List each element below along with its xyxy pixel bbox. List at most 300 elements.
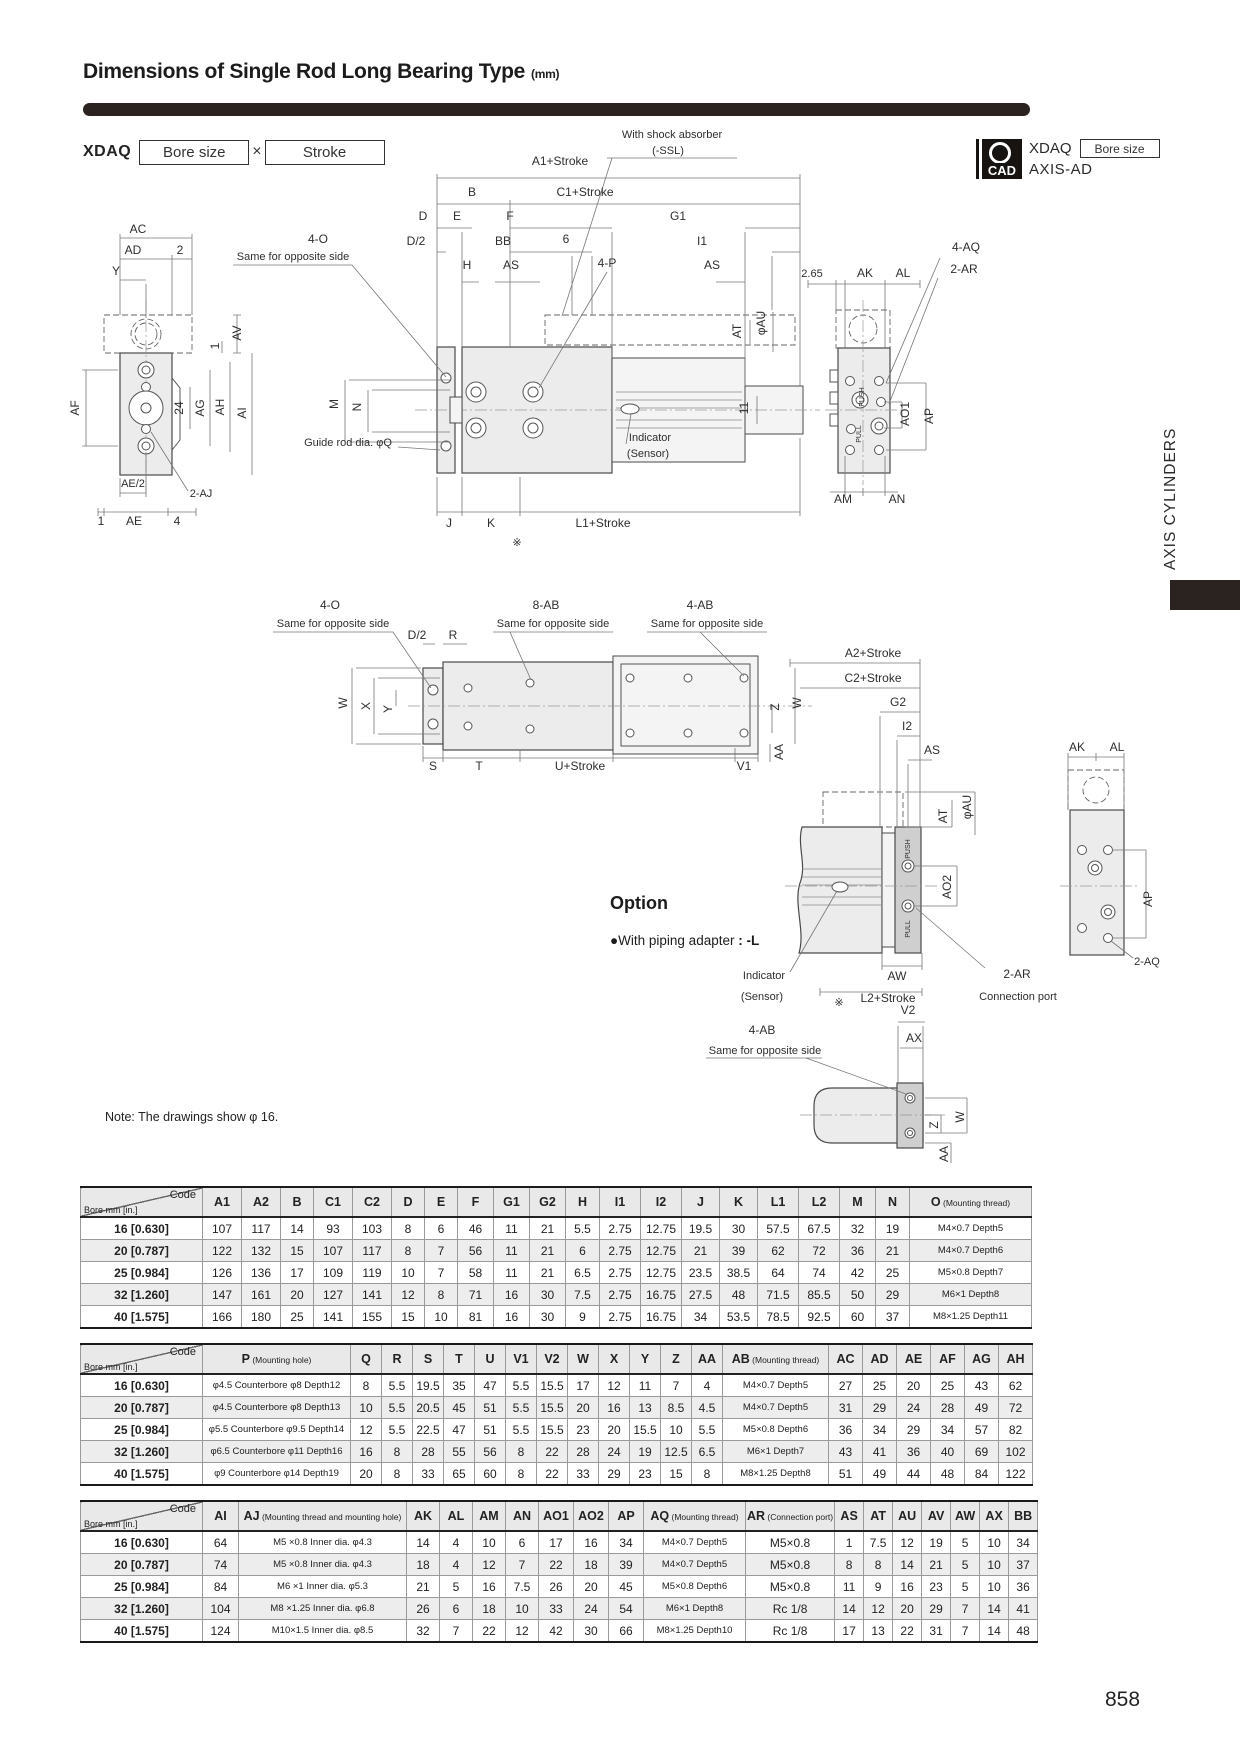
dim-label: D/2 <box>406 234 426 248</box>
dim-value: 16.75 <box>641 1306 682 1329</box>
column-header: AG <box>965 1344 999 1374</box>
dim-value: 18 <box>574 1554 609 1576</box>
dim-label: 4-O <box>307 232 329 246</box>
dim-value: 2.75 <box>600 1262 641 1284</box>
dim-value: 42 <box>539 1620 574 1643</box>
title-text: Dimensions of Single Rod Long Bearing Type <box>83 60 526 83</box>
dim-label: AO1 <box>898 401 912 427</box>
dim-label: Y <box>381 704 395 714</box>
dim-value: 25 <box>281 1306 314 1329</box>
dim-value: 21 <box>682 1240 720 1262</box>
dim-value: 117 <box>242 1217 281 1240</box>
dim-label: AF <box>68 400 82 416</box>
dim-value: 84 <box>965 1463 999 1486</box>
dim-value: 10 <box>506 1598 539 1620</box>
dim-value: 62 <box>758 1240 799 1262</box>
dim-value: M8×1.25 Depth8 <box>723 1463 829 1486</box>
dim-value: 20 <box>893 1598 922 1620</box>
table-row <box>81 1554 1038 1576</box>
dim-label: I1 <box>696 234 708 248</box>
column-header: W <box>568 1344 599 1374</box>
dim-value: 27 <box>829 1374 863 1397</box>
dim-label: AI <box>235 407 249 419</box>
bore-size-label: 40 [1.575] <box>81 1306 203 1329</box>
dim-value: 122 <box>203 1240 242 1262</box>
dim-value: 22 <box>539 1554 574 1576</box>
dim-value: M6×1 Depth8 <box>644 1598 746 1620</box>
dim-label: N <box>350 402 364 412</box>
dim-value: 50 <box>840 1284 876 1306</box>
dim-value: M5×0.8 Depth6 <box>644 1576 746 1598</box>
dim-value: 26 <box>539 1576 574 1598</box>
column-header: AN <box>506 1501 539 1531</box>
dim-value: 119 <box>353 1262 392 1284</box>
dim-value: M5 ×0.8 Inner dia. φ4.3 <box>239 1554 407 1576</box>
dim-value: 92.5 <box>799 1306 840 1329</box>
column-header: Q <box>351 1344 382 1374</box>
dim-value: 34 <box>682 1306 720 1329</box>
dim-label: E <box>452 209 462 223</box>
bore-size-label: 16 [0.630] <box>81 1217 203 1240</box>
dim-label: Same for opposite side <box>236 251 350 263</box>
table-row <box>81 1284 1032 1306</box>
column-header: J <box>682 1187 720 1217</box>
dim-value: 49 <box>863 1463 897 1486</box>
dim-value: 14 <box>980 1620 1009 1643</box>
dim-value: 6.5 <box>692 1441 723 1463</box>
dim-value: 54 <box>609 1598 644 1620</box>
dim-value: M5 ×0.8 Inner dia. φ4.3 <box>239 1531 407 1554</box>
header-row <box>81 1344 1033 1374</box>
dim-value: 57.5 <box>758 1217 799 1240</box>
dim-value: 48 <box>1009 1620 1038 1643</box>
dim-value: 66 <box>609 1620 644 1643</box>
column-header: AO2 <box>574 1501 609 1531</box>
dim-value: φ9 Counterbore φ14 Depth19 <box>203 1463 351 1486</box>
dim-label: U+Stroke <box>554 759 606 773</box>
dim-value: 12.75 <box>641 1262 682 1284</box>
dim-value: 21 <box>530 1217 566 1240</box>
dim-label: Z <box>768 703 782 711</box>
dim-value: 12 <box>506 1620 539 1643</box>
dim-label: PULL <box>905 920 912 938</box>
dim-label: AO2 <box>940 874 954 900</box>
dim-value: 64 <box>758 1262 799 1284</box>
column-header: N <box>876 1187 910 1217</box>
dim-value: 31 <box>922 1620 951 1643</box>
table-row <box>81 1262 1032 1284</box>
column-header: G1 <box>494 1187 530 1217</box>
dim-value: 10 <box>392 1262 425 1284</box>
dim-value: 19.5 <box>682 1217 720 1240</box>
column-header: AM <box>473 1501 506 1531</box>
dim-value: 22.5 <box>413 1419 444 1441</box>
bore-size-label: 20 [0.787] <box>81 1397 203 1419</box>
dim-value: 22 <box>537 1441 568 1463</box>
column-header: AS <box>835 1501 864 1531</box>
dim-value: 15.5 <box>537 1397 568 1419</box>
corner-code-label: Code <box>169 1503 196 1515</box>
dim-value: 6 <box>566 1240 600 1262</box>
column-header: AC <box>829 1344 863 1374</box>
dim-value: 30 <box>574 1620 609 1643</box>
dim-value: 4.5 <box>692 1397 723 1419</box>
column-header: V1 <box>506 1344 537 1374</box>
dim-value: 29 <box>876 1284 910 1306</box>
dim-label: 4-AQ <box>951 240 981 254</box>
dim-label: Z <box>927 1121 941 1129</box>
column-header: X <box>599 1344 630 1374</box>
multiply-sign: × <box>252 143 262 160</box>
column-header: AQ (Mounting thread) <box>644 1501 746 1531</box>
dim-value: 65 <box>444 1463 475 1486</box>
dim-value: 7.5 <box>566 1284 600 1306</box>
dim-label: AL <box>1109 740 1125 754</box>
dim-value: 16 <box>351 1441 382 1463</box>
column-header: Y <box>630 1344 661 1374</box>
bore-size-label: 32 [1.260] <box>81 1441 203 1463</box>
column-header: AW <box>951 1501 980 1531</box>
dim-value: 53.5 <box>720 1306 758 1329</box>
dim-label: 2 <box>176 243 184 257</box>
dim-value: M4×0.7 Depth5 <box>910 1217 1032 1240</box>
dimension-table-2 <box>80 1343 1033 1486</box>
corner-bore-label: Bore mm [in.] <box>84 1519 138 1529</box>
cad-model-code: XDAQ <box>1029 140 1072 157</box>
dim-label: Guide rod dia. φQ <box>304 437 392 449</box>
dim-value: 18 <box>407 1554 440 1576</box>
dim-value: 60 <box>475 1463 506 1486</box>
dim-value: 5.5 <box>506 1397 537 1419</box>
dim-value: 33 <box>413 1463 444 1486</box>
dim-value: 29 <box>922 1598 951 1620</box>
dim-label: AE/2 <box>121 478 145 490</box>
column-header: AB (Mounting thread) <box>723 1344 829 1374</box>
dim-value: 47 <box>444 1419 475 1441</box>
dim-value: 25 <box>876 1262 910 1284</box>
dim-value: 46 <box>458 1217 494 1240</box>
dim-label: C2+Stroke <box>844 671 902 685</box>
dim-value: 8 <box>692 1463 723 1486</box>
dim-value: 161 <box>242 1284 281 1306</box>
dim-label: 11 <box>737 401 751 415</box>
dim-value: 19 <box>876 1217 910 1240</box>
dim-value: 15.5 <box>537 1419 568 1441</box>
column-header: AH <box>999 1344 1033 1374</box>
dim-value: 18 <box>473 1598 506 1620</box>
corner-code-label: Code <box>169 1189 196 1201</box>
dim-value: 20.5 <box>413 1397 444 1419</box>
column-header: L2 <box>799 1187 840 1217</box>
bore-size-label: 32 [1.260] <box>81 1598 203 1620</box>
dim-value: 23.5 <box>682 1262 720 1284</box>
drawing-note: Note: The drawings show φ 16. <box>105 1110 279 1124</box>
dim-value: 136 <box>242 1262 281 1284</box>
dim-value: 82 <box>999 1419 1033 1441</box>
dim-value: 117 <box>353 1240 392 1262</box>
dim-value: M4×0.7 Depth5 <box>723 1374 829 1397</box>
column-header: V2 <box>537 1344 568 1374</box>
column-header: O (Mounting thread) <box>910 1187 1032 1217</box>
option-side-view <box>785 659 985 996</box>
dim-label: Connection port <box>979 991 1057 1003</box>
dim-value: 20 <box>574 1576 609 1598</box>
dim-label: AC <box>129 222 147 236</box>
dim-label: I2 <box>901 719 913 733</box>
column-header: AE <box>897 1344 931 1374</box>
dim-value: 44 <box>897 1463 931 1486</box>
dim-label: H <box>462 258 472 272</box>
dim-label: 4-P <box>597 256 617 270</box>
dim-value: 39 <box>720 1240 758 1262</box>
dim-value: 30 <box>530 1284 566 1306</box>
column-header: M <box>840 1187 876 1217</box>
cad-bore-size-box: Bore size <box>1080 139 1160 158</box>
column-header: L1 <box>758 1187 799 1217</box>
table-row <box>81 1217 1032 1240</box>
dim-value: 37 <box>876 1306 910 1329</box>
dim-label: AT <box>730 323 744 339</box>
dim-value: 51 <box>829 1463 863 1486</box>
dim-value: 16 <box>574 1531 609 1554</box>
dim-label: 2-AR <box>950 262 978 276</box>
bore-size-label: 32 [1.260] <box>81 1284 203 1306</box>
dim-value: 78.5 <box>758 1306 799 1329</box>
dim-value: 38.5 <box>720 1262 758 1284</box>
dim-value: 7.5 <box>506 1576 539 1598</box>
dim-value: 20 <box>568 1397 599 1419</box>
column-header: AP <box>609 1501 644 1531</box>
column-header: C1 <box>314 1187 353 1217</box>
dim-value: M8×1.25 Depth10 <box>644 1620 746 1643</box>
dim-label: PULL <box>856 425 863 443</box>
dim-value: 43 <box>829 1441 863 1463</box>
dim-value: 5.5 <box>506 1374 537 1397</box>
dim-value: 122 <box>999 1463 1033 1486</box>
column-header: AX <box>980 1501 1009 1531</box>
column-header: U <box>475 1344 506 1374</box>
header-row <box>81 1501 1038 1531</box>
dim-value: M5×0.8 <box>746 1576 835 1598</box>
dim-value: 40 <box>931 1441 965 1463</box>
dim-label: 4-O <box>319 598 341 612</box>
dim-label: PUSH <box>905 839 912 859</box>
dim-value: 8 <box>351 1374 382 1397</box>
dim-value: 28 <box>931 1397 965 1419</box>
dim-value: M8 ×1.25 Inner dia. φ6.8 <box>239 1598 407 1620</box>
dim-value: 11 <box>630 1374 661 1397</box>
dim-value: M5×0.8 <box>746 1554 835 1576</box>
dim-value: 34 <box>931 1419 965 1441</box>
dim-label: AP <box>1141 890 1155 908</box>
dim-label: 2-AR <box>1003 967 1031 981</box>
dim-value: 7 <box>661 1374 692 1397</box>
dim-value: 16 <box>494 1284 530 1306</box>
column-header: A1 <box>203 1187 242 1217</box>
dim-value: 11 <box>494 1240 530 1262</box>
dim-value: 102 <box>999 1441 1033 1463</box>
dim-value: 2.75 <box>600 1284 641 1306</box>
dim-value: 4 <box>440 1531 473 1554</box>
dim-label: AX <box>905 1031 923 1045</box>
dim-value: 180 <box>242 1306 281 1329</box>
dim-value: 16.75 <box>641 1284 682 1306</box>
dim-value: 20 <box>351 1463 382 1486</box>
dim-value: 6 <box>440 1598 473 1620</box>
dim-value: 41 <box>1009 1598 1038 1620</box>
dim-value: 16 <box>494 1306 530 1329</box>
dim-value: φ5.5 Counterbore φ9.5 Depth14 <box>203 1419 351 1441</box>
dim-value: 21 <box>530 1240 566 1262</box>
dim-label: AE <box>125 514 143 528</box>
dim-value: 22 <box>537 1463 568 1486</box>
dim-value: 5 <box>440 1576 473 1598</box>
dim-label: 4-AB <box>748 1023 776 1037</box>
dim-label: 1 <box>208 342 222 350</box>
dim-value: 8 <box>382 1441 413 1463</box>
bore-size-label: 40 [1.575] <box>81 1620 203 1643</box>
dim-value: 21 <box>922 1554 951 1576</box>
dim-value: 21 <box>876 1240 910 1262</box>
dim-value: 104 <box>203 1598 239 1620</box>
dim-value: 10 <box>661 1419 692 1441</box>
header-row <box>81 1187 1032 1217</box>
dim-value: 17 <box>568 1374 599 1397</box>
column-header: AI <box>203 1501 239 1531</box>
dim-value: 43 <box>965 1374 999 1397</box>
dim-value: 45 <box>444 1397 475 1419</box>
dim-value: 14 <box>407 1531 440 1554</box>
dim-value: 5.5 <box>506 1419 537 1441</box>
dim-label: 4-AB <box>686 598 714 612</box>
page-number: 858 <box>1105 1688 1141 1711</box>
dim-value: 48 <box>931 1463 965 1486</box>
bore-size-box: Bore size <box>139 140 249 165</box>
column-header: BB <box>1009 1501 1038 1531</box>
dim-label: 24 <box>172 401 186 415</box>
dim-value: Rc 1/8 <box>746 1620 835 1643</box>
dimension-labels <box>68 129 1160 1162</box>
dim-value: 29 <box>897 1419 931 1441</box>
dim-value: 21 <box>530 1262 566 1284</box>
dim-label: AT <box>936 808 950 824</box>
dim-value: 11 <box>494 1217 530 1240</box>
dim-label: AM <box>834 492 852 506</box>
dim-label: With shock absorber <box>621 129 723 141</box>
dim-label: AW <box>887 969 907 983</box>
column-header: A2 <box>242 1187 281 1217</box>
dim-value: 74 <box>799 1262 840 1284</box>
dim-label: T <box>475 759 483 773</box>
dim-value: 5.5 <box>382 1419 413 1441</box>
dim-value: 47 <box>475 1374 506 1397</box>
dim-value: M5×0.8 <box>746 1531 835 1554</box>
dim-label: C1+Stroke <box>556 185 614 199</box>
dim-label: AS <box>502 258 520 272</box>
dim-label: PUSH <box>859 387 866 407</box>
dim-label: B <box>467 185 477 199</box>
column-header: AF <box>931 1344 965 1374</box>
column-header: AU <box>893 1501 922 1531</box>
cad-badge-label: CAD <box>982 163 1022 178</box>
dim-label: D/2 <box>407 628 427 642</box>
dim-value: 10 <box>473 1531 506 1554</box>
table-row <box>81 1374 1033 1397</box>
dim-value: 93 <box>314 1217 353 1240</box>
column-header: F <box>458 1187 494 1217</box>
dim-label: AG <box>193 399 207 417</box>
dim-value: 16 <box>893 1576 922 1598</box>
dim-value: 19 <box>630 1441 661 1463</box>
corner-bore-label: Bore mm [in.] <box>84 1362 138 1372</box>
dim-value: 8 <box>392 1240 425 1262</box>
dim-value: 71.5 <box>758 1284 799 1306</box>
table-row <box>81 1306 1032 1329</box>
dim-label: AS <box>703 258 721 272</box>
dimension-table-3 <box>80 1500 1038 1643</box>
dim-value: 12.75 <box>641 1240 682 1262</box>
dim-value: 32 <box>840 1217 876 1240</box>
dim-value: 12.75 <box>641 1217 682 1240</box>
dim-label: F <box>506 209 514 223</box>
dim-value: 23 <box>630 1463 661 1486</box>
dim-value: 7 <box>951 1620 980 1643</box>
dim-label: AN <box>888 492 906 506</box>
table-corner <box>81 1344 203 1374</box>
dim-value: 39 <box>609 1554 644 1576</box>
dim-value: 166 <box>203 1306 242 1329</box>
dim-value: 58 <box>458 1262 494 1284</box>
dim-value: 10 <box>980 1576 1009 1598</box>
dim-value: 20 <box>281 1284 314 1306</box>
dim-value: 107 <box>314 1240 353 1262</box>
dim-value: 45 <box>609 1576 644 1598</box>
dim-label: AA <box>772 743 786 761</box>
dim-value: φ6.5 Counterbore φ11 Depth16 <box>203 1441 351 1463</box>
dim-value: M6×1 Depth8 <box>910 1284 1032 1306</box>
dim-label: X <box>359 701 373 711</box>
dim-label: AK <box>1068 740 1086 754</box>
dim-value: 16 <box>599 1397 630 1419</box>
dim-value: 4 <box>440 1554 473 1576</box>
dim-value: 10 <box>980 1531 1009 1554</box>
column-header: AO1 <box>539 1501 574 1531</box>
dim-label: M <box>327 399 341 409</box>
option-bullet-text: ●With piping adapter <box>610 933 735 948</box>
dim-label: AS <box>923 743 941 757</box>
dim-label: ※ <box>834 997 844 1009</box>
dim-value: 15 <box>392 1306 425 1329</box>
dim-value: 51 <box>475 1397 506 1419</box>
dim-value: 4 <box>692 1374 723 1397</box>
dim-value: 12 <box>351 1419 382 1441</box>
dim-value: 84 <box>203 1576 239 1598</box>
dim-label: L1+Stroke <box>575 516 631 530</box>
dim-value: 57 <box>965 1419 999 1441</box>
dim-value: 5.5 <box>692 1419 723 1441</box>
dim-value: 41 <box>863 1441 897 1463</box>
dim-value: 71 <box>458 1284 494 1306</box>
dim-value: 7 <box>951 1598 980 1620</box>
dim-value: 74 <box>203 1554 239 1576</box>
dim-label: AV <box>230 325 244 341</box>
dim-value: 12 <box>599 1374 630 1397</box>
dim-value: 30 <box>530 1306 566 1329</box>
dim-value: 55 <box>444 1441 475 1463</box>
column-header: C2 <box>353 1187 392 1217</box>
dim-value: 36 <box>1009 1576 1038 1598</box>
column-header: Z <box>661 1344 692 1374</box>
